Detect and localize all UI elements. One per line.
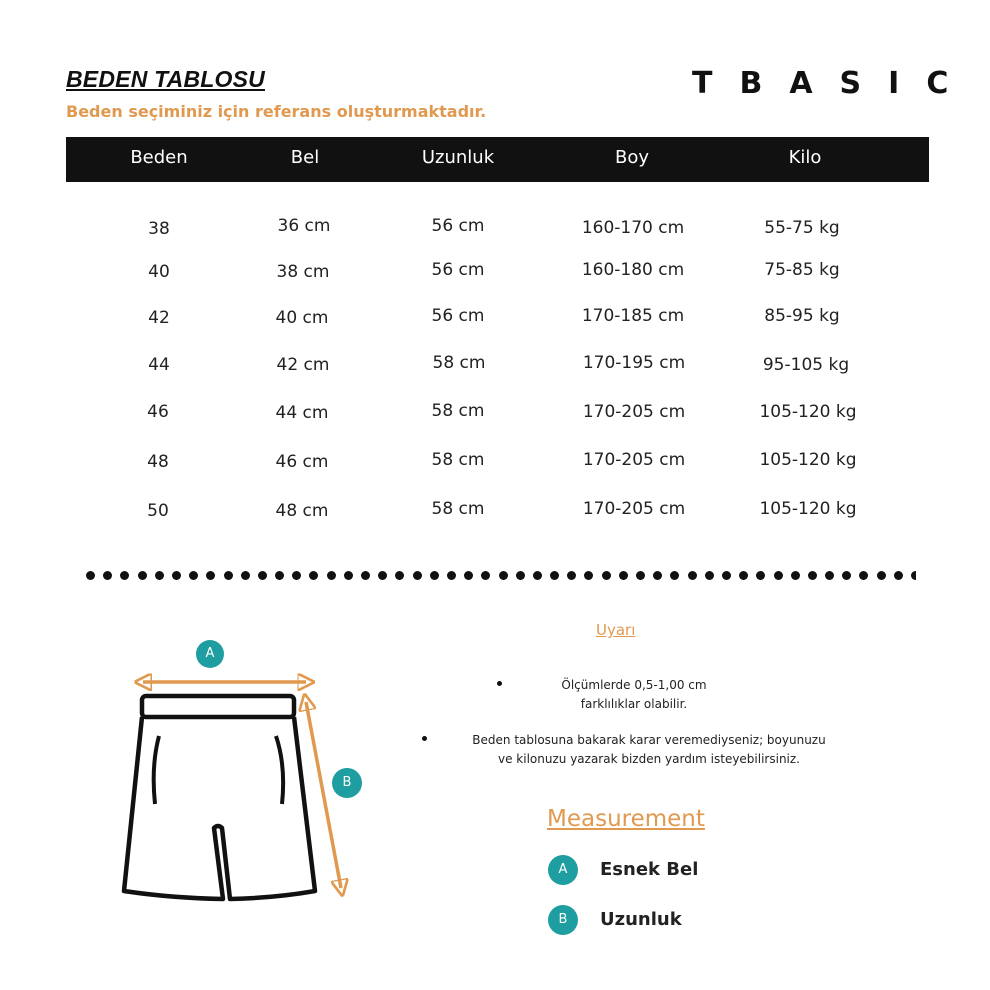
divider-dot [447, 571, 456, 580]
divider-dot [189, 571, 198, 580]
cell-kilo: 85-95 kg [764, 306, 840, 326]
cell-bel: 48 cm [275, 501, 329, 521]
cell-boy: 170-205 cm [582, 450, 686, 470]
col-kilo: Kilo [788, 147, 822, 168]
legend-b-badge: B [548, 905, 578, 935]
cell-boy: 160-170 cm [581, 218, 685, 238]
divider-dot [138, 571, 147, 580]
divider-dot [550, 571, 559, 580]
divider-dot [894, 571, 903, 580]
table-row [0, 499, 990, 527]
cell-boy: 170-205 cm [582, 402, 686, 422]
cell-uzunluk: 58 cm [431, 499, 485, 519]
divider-dot [619, 571, 628, 580]
divider-dot [224, 571, 233, 580]
cell-beden: 42 [148, 308, 170, 328]
divider-dot [172, 571, 181, 580]
divider-dot [344, 571, 353, 580]
divider-dot [842, 571, 851, 580]
right-pocket [276, 736, 283, 804]
warning-bullet-2-line1: Beden tablosuna bakarak karar veremediyseniz; boyunuzu [472, 733, 826, 747]
divider-dot [636, 571, 645, 580]
divider-dot [103, 571, 112, 580]
bullet-dot [497, 681, 502, 686]
cell-kilo: 105-120 kg [759, 450, 857, 470]
divider-dot [120, 571, 129, 580]
divider-dot [877, 571, 886, 580]
page-title: BEDEN TABLOSU [66, 66, 265, 92]
shorts-diagram [110, 636, 370, 911]
warning-bullet-2 [440, 731, 858, 769]
divider-dot [705, 571, 714, 580]
warning-bullet-2-line2: ve kilonuzu yazarak bizden yardım isteyebilirsiniz. [498, 752, 800, 766]
divider-dot [258, 571, 267, 580]
brand-logo: TBASIC [692, 66, 976, 101]
cell-boy: 170-195 cm [582, 353, 686, 373]
marker-b-badge: B [332, 768, 362, 798]
left-pocket [154, 736, 159, 804]
bullet-dot [422, 736, 427, 741]
divider-dot [86, 571, 95, 580]
cell-beden: 44 [148, 355, 170, 375]
cell-uzunluk: 56 cm [431, 260, 485, 280]
divider-dot [481, 571, 490, 580]
warning-bullet-1 [520, 676, 748, 714]
divider-dot [241, 571, 250, 580]
cell-bel: 46 cm [275, 452, 329, 472]
cell-beden: 46 [147, 402, 169, 422]
divider-dot [206, 571, 215, 580]
cell-bel: 42 cm [276, 355, 330, 375]
cell-beden: 40 [148, 262, 170, 282]
dotted-divider [86, 565, 916, 581]
divider-dot [292, 571, 301, 580]
table-row [0, 306, 990, 334]
cell-kilo: 95-105 kg [762, 355, 850, 375]
divider-dot [653, 571, 662, 580]
divider-dot [361, 571, 370, 580]
cell-uzunluk: 58 cm [431, 401, 485, 421]
divider-dot [378, 571, 387, 580]
legend-b-label: Uzunluk [600, 909, 682, 930]
divider-dot [155, 571, 164, 580]
divider-dot [756, 571, 765, 580]
cell-boy: 160-180 cm [581, 260, 685, 280]
divider-dot [309, 571, 318, 580]
cell-beden: 50 [147, 501, 169, 521]
table-row [0, 353, 990, 381]
col-bel: Bel [290, 147, 320, 168]
divider-dot [516, 571, 525, 580]
cell-bel: 44 cm [275, 403, 329, 423]
divider-dot [395, 571, 404, 580]
measurement-title: Measurement [547, 806, 705, 832]
divider-dot [739, 571, 748, 580]
divider-dot [327, 571, 336, 580]
cell-uzunluk: 56 cm [431, 216, 485, 236]
table-header [66, 137, 929, 182]
divider-dot [584, 571, 593, 580]
divider-dot [567, 571, 576, 580]
divider-dot [275, 571, 284, 580]
divider-dot [464, 571, 473, 580]
legend-a-badge: A [548, 855, 578, 885]
cell-kilo: 105-120 kg [759, 499, 857, 519]
divider-dot [430, 571, 439, 580]
table-row [0, 216, 990, 244]
divider-dot [774, 571, 783, 580]
cell-uzunluk: 56 cm [431, 306, 485, 326]
shorts-outline [124, 717, 315, 899]
marker-a-badge: A [196, 640, 224, 668]
cell-kilo: 75-85 kg [764, 260, 840, 280]
table-row [0, 260, 990, 288]
page-subtitle: Beden seçiminiz için referans oluşturmaktadır. [66, 102, 487, 121]
cell-kilo: 55-75 kg [764, 218, 840, 238]
divider-dot [499, 571, 508, 580]
cell-bel: 36 cm [277, 216, 331, 236]
divider-dot [722, 571, 731, 580]
table-row [0, 450, 990, 478]
cell-boy: 170-205 cm [582, 499, 686, 519]
divider-dot [911, 571, 916, 580]
cell-beden: 38 [148, 219, 170, 239]
warning-bullet-1-line1: Ölçümlerde 0,5-1,00 cm [561, 678, 707, 692]
legend-a-label: Esnek Bel [600, 859, 699, 880]
divider-dot [825, 571, 834, 580]
divider-dot [791, 571, 800, 580]
divider-dot [688, 571, 697, 580]
warning-bullet-1-line2: farklılıklar olabilir. [580, 697, 688, 711]
cell-beden: 48 [147, 452, 169, 472]
divider-dot [670, 571, 679, 580]
divider-dot [602, 571, 611, 580]
cell-bel: 40 cm [275, 308, 329, 328]
warning-title: Uyarı [596, 621, 636, 639]
col-beden: Beden [130, 147, 188, 168]
divider-dot [859, 571, 868, 580]
divider-dot [413, 571, 422, 580]
cell-uzunluk: 58 cm [431, 450, 485, 470]
divider-dot [808, 571, 817, 580]
cell-kilo: 105-120 kg [759, 402, 857, 422]
col-boy: Boy [614, 147, 650, 168]
cell-boy: 170-185 cm [581, 306, 685, 326]
table-row [0, 401, 990, 429]
waistband [142, 696, 294, 717]
cell-bel: 38 cm [276, 262, 330, 282]
col-uzunluk: Uzunluk [421, 147, 495, 168]
divider-dot [533, 571, 542, 580]
cell-uzunluk: 58 cm [432, 353, 486, 373]
